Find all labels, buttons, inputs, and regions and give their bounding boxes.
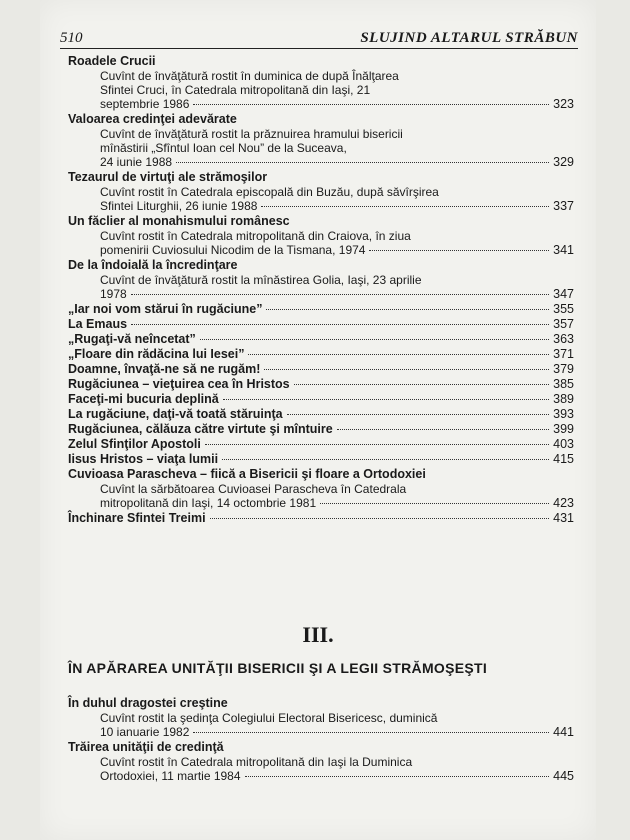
toc-entry: [68, 54, 574, 112]
toc-entry: [68, 377, 574, 392]
toc-entry: [68, 302, 574, 317]
entry-text: pomenirii Cuviosului Nicodim de la Tismana, 1974: [100, 243, 366, 257]
entry-text: 1978: [100, 287, 127, 301]
entry-description: Cuvînt de învăţătură rostit la mînăstirea Golia, Iaşi, 23 aprilie: [100, 273, 422, 287]
entry-text: Faceţi-mi bucuria deplină: [68, 392, 219, 406]
running-title: SLUJIND ALTARUL STRĂBUN: [360, 30, 578, 46]
dot-leader: [369, 250, 549, 251]
entry-page-number: 415: [553, 452, 574, 466]
section-number: III.: [302, 622, 334, 647]
entry-line: [68, 377, 574, 392]
entry-page-number: 355: [553, 302, 574, 316]
entry-description: mînăstirii „Sfîntul Ioan cel Nou” de la Suceava,: [100, 141, 347, 155]
header-rule: [60, 48, 578, 49]
entry-line: [68, 437, 574, 452]
dot-leader: [337, 429, 549, 430]
dot-leader: [193, 732, 549, 733]
entry-description: Cuvînt rostit în Catedrala mitropolitană din Iaşi la Duminica: [100, 755, 413, 769]
toc-entry: [68, 170, 574, 214]
entry-line: [68, 422, 574, 437]
dot-leader: [131, 294, 549, 295]
dot-leader: [193, 104, 549, 105]
entry-page-number: 329: [553, 155, 574, 169]
toc-entry: [68, 407, 574, 422]
toc-entry: [68, 332, 574, 347]
entry-page-number: 445: [553, 769, 574, 783]
entry-line: [68, 199, 574, 214]
entry-title: Trăirea unităţii de credinţă: [68, 740, 224, 754]
book-page: [40, 0, 596, 840]
entry-text: Rugăciunea, călăuza către virtute şi mîntuire: [68, 422, 333, 436]
entry-line: [68, 511, 574, 526]
entry-line: [68, 243, 574, 258]
toc-entry: [68, 696, 574, 740]
entry-page-number: 371: [553, 347, 574, 361]
entry-text: Iisus Hristos – viaţa lumii: [68, 452, 219, 466]
toc-entry: [68, 362, 574, 377]
entry-text: „Iar noi vom stărui în rugăciune”: [68, 302, 263, 316]
toc-entry: [68, 258, 574, 302]
entry-text: „Rugaţi-vă neîncetat”: [68, 332, 196, 346]
dot-leader: [248, 354, 549, 355]
entry-page-number: 357: [553, 317, 574, 331]
entry-text: Ortodoxiei, 11 martie 1984: [100, 769, 241, 783]
entry-text: Zelul Sfinţilor Apostoli: [68, 437, 201, 451]
toc-entry: [68, 392, 574, 407]
entry-page-number: 385: [553, 377, 574, 391]
toc-entry: [68, 467, 574, 511]
entry-title: Cuvioasa Parascheva – fiică a Bisericii şi floare a Ortodoxiei: [68, 467, 426, 481]
entry-page-number: 341: [553, 243, 574, 257]
entry-page-number: 337: [553, 199, 574, 213]
dot-leader: [205, 444, 549, 445]
entry-page-number: 441: [553, 725, 574, 739]
entry-text: „Floare din rădăcina lui Iesei”: [68, 347, 245, 361]
entry-title: Valoarea credinţei adevărate: [68, 112, 237, 126]
dot-leader: [223, 399, 549, 400]
toc-entry: [68, 112, 574, 170]
entry-line: [68, 392, 574, 407]
entry-line: [68, 452, 574, 467]
entry-text: Închinare Sfintei Treimi: [68, 511, 206, 525]
entry-text: Rugăciunea – vieţuirea cea în Hristos: [68, 377, 290, 391]
dot-leader: [222, 459, 549, 460]
entry-description: Sfintei Cruci, în Catedrala mitropolitană din Iaşi, 21: [100, 83, 371, 97]
entry-line: [68, 317, 574, 332]
entry-line: [68, 155, 574, 170]
entry-page-number: 363: [553, 332, 574, 346]
dot-leader: [245, 776, 550, 777]
entry-line: [68, 287, 574, 302]
toc-entry: [68, 214, 574, 258]
page-number: 510: [60, 30, 83, 46]
entry-page-number: 323: [553, 97, 574, 111]
entry-page-number: 399: [553, 422, 574, 436]
entry-description: Cuvînt rostit în Catedrala mitropolitană din Craiova, în ziua: [100, 229, 411, 243]
entry-line: [68, 347, 574, 362]
dot-leader: [200, 339, 549, 340]
dot-leader: [266, 309, 549, 310]
entry-title: În duhul dragostei creştine: [68, 696, 228, 710]
entry-text: septembrie 1986: [100, 97, 190, 111]
toc-entry: [68, 452, 574, 467]
entry-text: La Emaus: [68, 317, 128, 331]
dot-leader: [320, 503, 549, 504]
entry-text: Doamne, învaţă-ne să ne rugăm!: [68, 362, 261, 376]
dot-leader: [210, 518, 550, 519]
entry-line: [68, 97, 574, 112]
entry-text: mitropolitană din Iaşi, 14 octombrie 1981: [100, 496, 317, 510]
toc-entry: [68, 317, 574, 332]
toc-entry: [68, 740, 574, 784]
entry-description: Cuvînt la sărbătoarea Cuvioasei Parascheva în Catedrala: [100, 482, 407, 496]
entry-description: Cuvînt rostit la şedinţa Colegiului Electoral Bisericesc, duminică: [100, 711, 438, 725]
entry-page-number: 431: [553, 511, 574, 525]
entry-line: [68, 332, 574, 347]
entry-title: Roadele Crucii: [68, 54, 156, 68]
toc-entry: [68, 422, 574, 437]
entry-line: [68, 362, 574, 377]
toc-entry: [68, 437, 574, 452]
section-title: ÎN APĂRAREA UNITĂŢII BISERICII ŞI A LEGII STRĂMOŞEŞTI: [68, 660, 488, 676]
dot-leader: [176, 162, 549, 163]
entry-text: 10 ianuarie 1982: [100, 725, 190, 739]
toc-entry: [68, 511, 574, 526]
entry-description: Cuvînt rostit în Catedrala episcopală din Buzău, după săvîrşirea: [100, 185, 439, 199]
entry-page-number: 379: [553, 362, 574, 376]
entry-text: 24 iunie 1988: [100, 155, 173, 169]
toc-entry: [68, 347, 574, 362]
entry-page-number: 393: [553, 407, 574, 421]
entry-page-number: 423: [553, 496, 574, 510]
dot-leader: [294, 384, 550, 385]
entry-text: La rugăciune, daţi-vă toată stăruinţa: [68, 407, 283, 421]
dot-leader: [287, 414, 550, 415]
entry-line: [68, 302, 574, 317]
entry-text: Sfintei Liturghii, 26 iunie 1988: [100, 199, 258, 213]
entry-line: [68, 407, 574, 422]
entry-page-number: 403: [553, 437, 574, 451]
table-of-contents-section-3: [68, 696, 574, 784]
entry-line: [68, 769, 574, 784]
dot-leader: [131, 324, 549, 325]
entry-description: Cuvînt de învăţătură rostit în duminica de după Înălţarea: [100, 69, 399, 83]
entry-page-number: 389: [553, 392, 574, 406]
entry-title: Un făclier al monahismului românesc: [68, 214, 290, 228]
dot-leader: [264, 369, 549, 370]
entry-line: [68, 496, 574, 511]
entry-title: Tezaurul de virtuţi ale strămoşilor: [68, 170, 268, 184]
entry-title: De la îndoială la încredinţare: [68, 258, 238, 272]
entry-line: [68, 725, 574, 740]
entry-description: Cuvînt de învăţătură rostit la prăznuirea hramului bisericii: [100, 127, 403, 141]
table-of-contents: [68, 54, 574, 526]
entry-page-number: 347: [553, 287, 574, 301]
dot-leader: [261, 206, 549, 207]
